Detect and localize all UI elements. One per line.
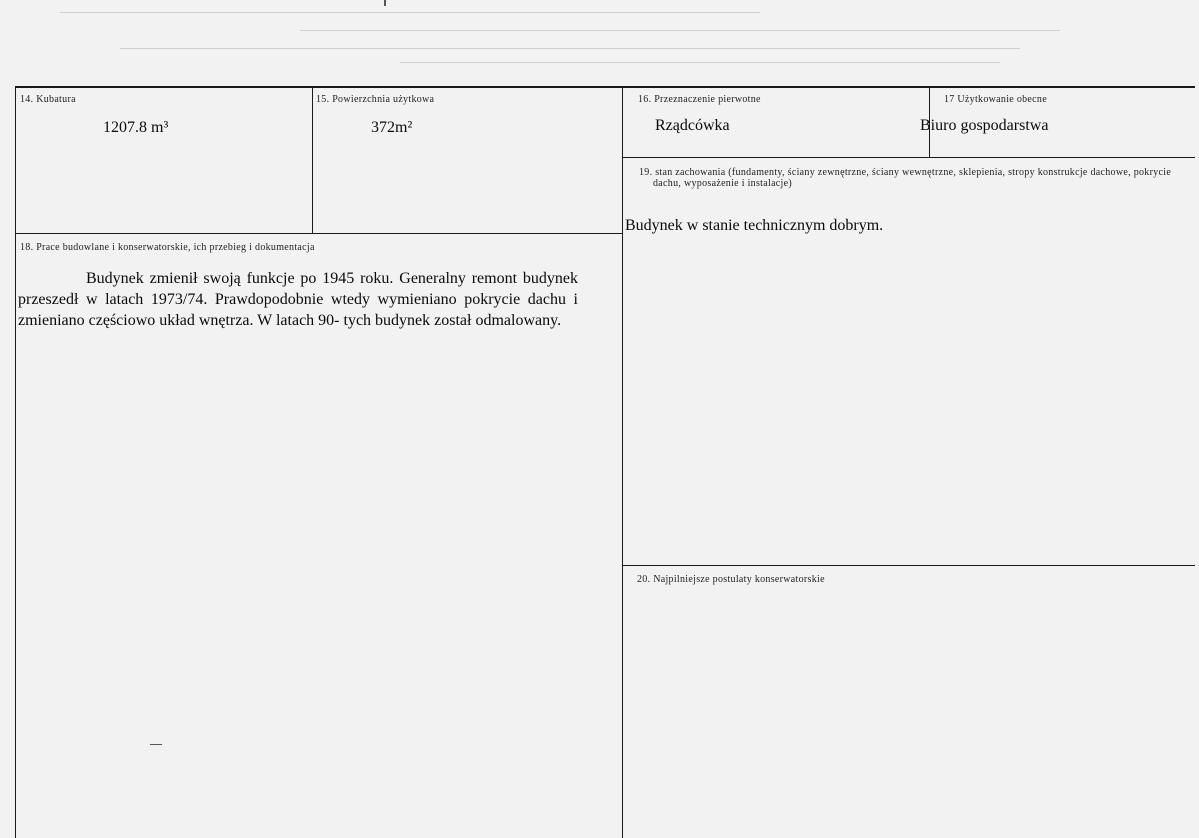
left-border [15, 86, 16, 838]
field-19-label: 19. stan zachowania (fundamenty, ściany zewnętrzne, ściany wewnętrzne, sklepienia, stropy konstrukcje dachowe, pokrycie dachu, wyposażenie i instalacje) [639, 167, 1172, 189]
scan-noise [120, 48, 1020, 49]
scan-speck [384, 0, 386, 6]
divider-below-16-17 [623, 157, 1195, 158]
divider-above-20 [623, 565, 1195, 566]
field-20-label: 20. Najpilniejsze postulaty konserwatorskie [637, 574, 825, 585]
field-18-value: Budynek zmienił swoją funkcje po 1945 roku. Generalny remont budynek przeszedł w latach 1973/74. Prawdopodobnie wtedy wymieniano pokrycie dachu i zmieniano częściowo układ wnętrza. W latach 90- tych budynek został odmalowany. [18, 270, 578, 329]
divider-14-15 [312, 88, 313, 233]
divider-above-18 [15, 233, 622, 234]
scan-noise [400, 62, 1000, 63]
top-border [15, 86, 1195, 88]
scan-speck [150, 744, 162, 745]
field-19-value: Budynek w stanie technicznym dobrym. [625, 217, 884, 234]
center-divider [622, 88, 623, 838]
field-15-label: 15. Powierzchnia użytkowa [316, 94, 435, 105]
field-14-value: 1207.8 m³ [103, 119, 169, 136]
field-14-label: 14. Kubatura [20, 94, 76, 105]
field-16-label: 16. Przeznaczenie pierwotne [638, 94, 761, 105]
field-18-label: 18. Prace budowlane i konserwatorskie, ich przebieg i dokumentacja [20, 242, 315, 253]
field-16-value: Rządcówka [655, 117, 730, 134]
scan-noise [60, 12, 760, 13]
field-17-label: 17 Użytkowanie obecne [944, 94, 1047, 105]
scan-noise [300, 30, 1060, 31]
field-17-value: Biuro gospodarstwa [920, 117, 1049, 134]
field-15-value: 372m² [371, 119, 413, 136]
